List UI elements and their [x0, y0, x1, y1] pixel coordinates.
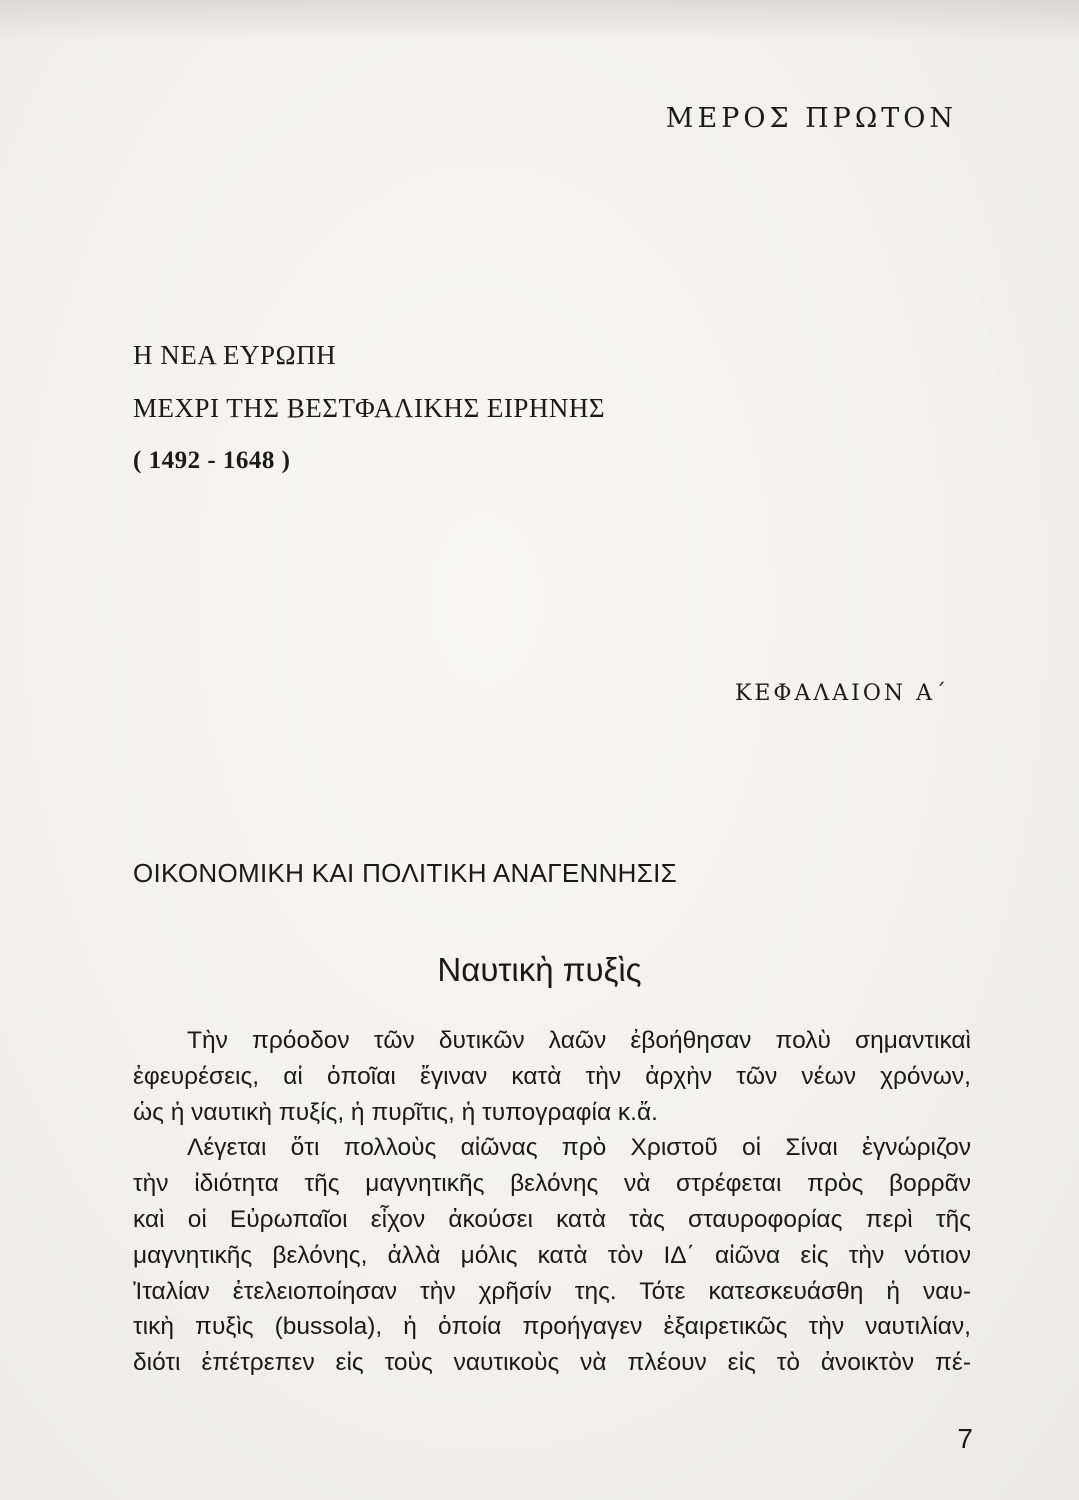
page-edge-shadow	[0, 0, 1079, 40]
chapter-title: ΟΙΚΟΝΟΜΙΚΗ ΚΑΙ ΠΟΛΙΤΙΚΗ ΑΝΑΓΕΝΝΗΣΙΣ	[133, 858, 678, 888]
body-line-4: Λέγεται ὅτι πολλοὺς αἰῶνας πρὸ Χριστοῦ οἱ Σίναι ἐγνώριζον	[187, 1134, 971, 1162]
body-line-1: Τὴν πρόοδον τῶν δυτικῶν λαῶν ἐβοήθησαν πολὺ σημαντικαὶ	[187, 1027, 971, 1054]
body-line-6: καὶ οἱ Εὐρωπαῖοι εἶχον ἀκούσει κατὰ τὰς σταυροφορίας περὶ τῆς	[133, 1205, 971, 1233]
body-text	[133, 1023, 971, 1381]
body-line-5: τὴν ἰδιότητα τῆς μαγνητικῆς βελόνης νὰ στρέφεται πρὸς βορρᾶν	[133, 1170, 971, 1198]
book-title-years: ( 1492 - 1648 )	[133, 447, 291, 474]
book-title-line-1: Η ΝΕΑ ΕΥΡΩΠΗ	[133, 340, 337, 370]
page-number: 7	[957, 1423, 973, 1454]
body-line-10: διότι ἐπέτρεπεν εἰς τοὺς ναυτικοὺς νὰ πλέουν εἰς τὸ ἀνοικτὸν πέ-	[133, 1349, 971, 1377]
part-title: ΜΕΡΟΣ ΠΡΩΤΟΝ	[665, 103, 957, 134]
body-line-3: ὡς ἡ ναυτικὴ πυξίς, ἡ πυρῖτις, ἡ τυπογραφία κ.ἄ.	[133, 1098, 658, 1126]
body-line-2: ἐφευρέσεις, αἱ ὁποῖαι ἔγιναν κατὰ τὴν ἀρχὴν τῶν νέων χρόνων,	[133, 1062, 971, 1090]
section-title: Ναυτικὴ πυξὶς	[437, 951, 642, 988]
body-line-9: τικὴ πυξὶς (bussola), ἡ ὁποία προήγαγεν ἐξαιρετικῶς τὴν ναυτιλίαν,	[133, 1313, 971, 1341]
body-line-7: μαγνητικῆς βελόνης, ἀλλὰ μόλις κατὰ τὸν ΙΔ΄ αἰῶνα εἰς τὴν νότιον	[133, 1241, 971, 1269]
book-title-line-2: ΜΕΧΡΙ ΤΗΣ ΒΕΣΤΦΑΛΙΚΗΣ ΕΙΡΗΝΗΣ	[133, 393, 606, 423]
chapter-label: ΚΕΦΑΛΑΙΟΝ Α΄	[734, 681, 949, 706]
body-line-8: Ἰταλίαν ἐτελειοποίησαν τὴν χρῆσίν της. Τότε κατεσκευάσθη ἡ ναυ-	[133, 1277, 971, 1305]
